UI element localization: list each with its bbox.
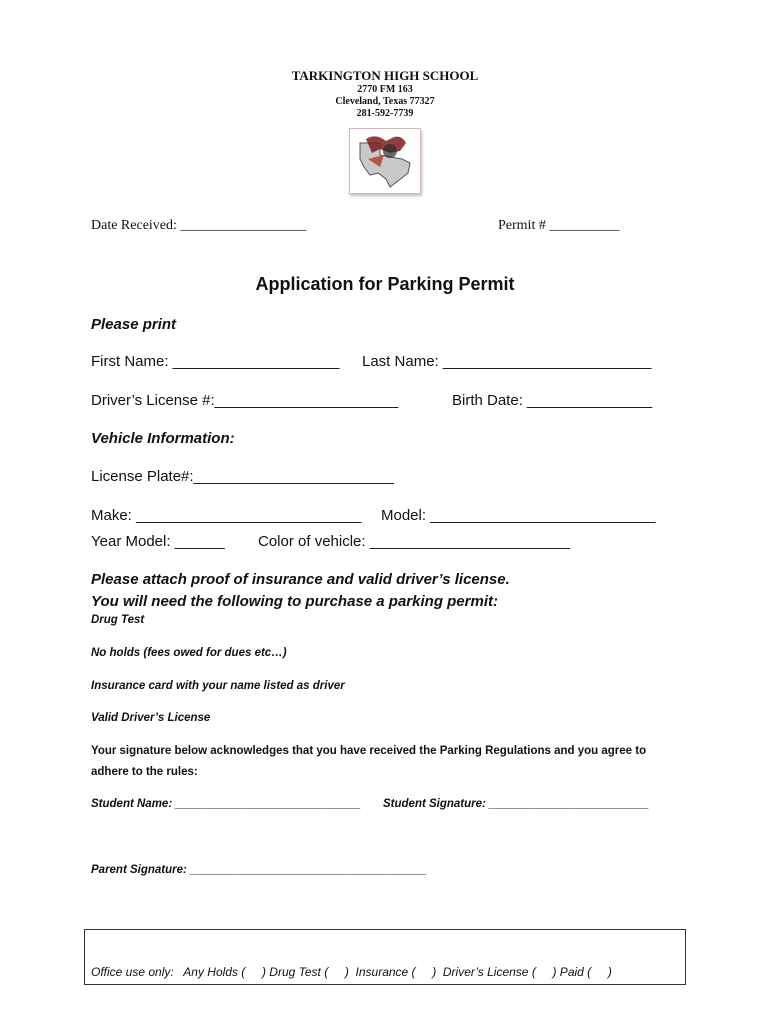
school-address-line1: 2770 FM 163 bbox=[357, 84, 413, 95]
acknowledgement-text-line1: Your signature below acknowledges that you have received the Parking Regulations and you agree to bbox=[91, 745, 647, 757]
make-field[interactable]: Make: ___________________________ bbox=[91, 507, 362, 524]
last-name-field[interactable]: Last Name: _________________________ bbox=[362, 353, 652, 370]
requirement-item: Drug Test bbox=[91, 614, 145, 626]
requirement-item: Valid Driver’s License bbox=[91, 712, 211, 724]
office-use-box bbox=[84, 929, 686, 985]
student-name-field[interactable]: Student Name: _____________________________ bbox=[91, 798, 361, 810]
date-received-field[interactable]: Date Received: __________________ bbox=[91, 218, 307, 233]
office-use-text: Office use only: Any Holds ( ) Drug Test ( ) Insurance ( ) Driver’s License ( ) Paid ( ) bbox=[91, 965, 612, 979]
first-name-field[interactable]: First Name: ____________________ bbox=[91, 353, 340, 370]
requirements-heading: You will need the following to purchase a parking permit: bbox=[91, 593, 498, 610]
vehicle-information-heading: Vehicle Information: bbox=[91, 430, 235, 447]
acknowledgement-text-line2: adhere to the rules: bbox=[91, 766, 198, 778]
license-plate-field[interactable]: License Plate#:________________________ bbox=[91, 468, 394, 485]
attach-proof-notice: Please attach proof of insurance and valid driver’s license. bbox=[91, 571, 510, 588]
permit-number-field[interactable]: Permit # __________ bbox=[498, 218, 620, 233]
school-name: TARKINGTON HIGH SCHOOL bbox=[291, 68, 479, 83]
form-title: Application for Parking Permit bbox=[255, 274, 515, 294]
student-signature-field[interactable]: Student Signature: _________________________ bbox=[383, 798, 649, 810]
requirement-item: No holds (fees owed for dues etc…) bbox=[91, 647, 287, 659]
model-field[interactable]: Model: ___________________________ bbox=[381, 507, 656, 524]
requirement-item: Insurance card with your name listed as driver bbox=[91, 680, 345, 692]
drivers-license-field[interactable]: Driver’s License #:______________________ bbox=[91, 392, 399, 409]
please-print-label: Please print bbox=[91, 316, 177, 333]
school-phone: 281-592-7739 bbox=[356, 108, 414, 119]
school-address-line2: Cleveland, Texas 77327 bbox=[335, 96, 435, 107]
parent-signature-field[interactable]: Parent Signature: _____________________________________ bbox=[91, 864, 427, 876]
vehicle-color-field[interactable]: Color of vehicle: ________________________ bbox=[258, 533, 570, 550]
year-model-field[interactable]: Year Model: ______ bbox=[91, 533, 225, 550]
birth-date-field[interactable]: Birth Date: _______________ bbox=[452, 392, 653, 409]
school-logo-texas-icon bbox=[349, 128, 421, 194]
